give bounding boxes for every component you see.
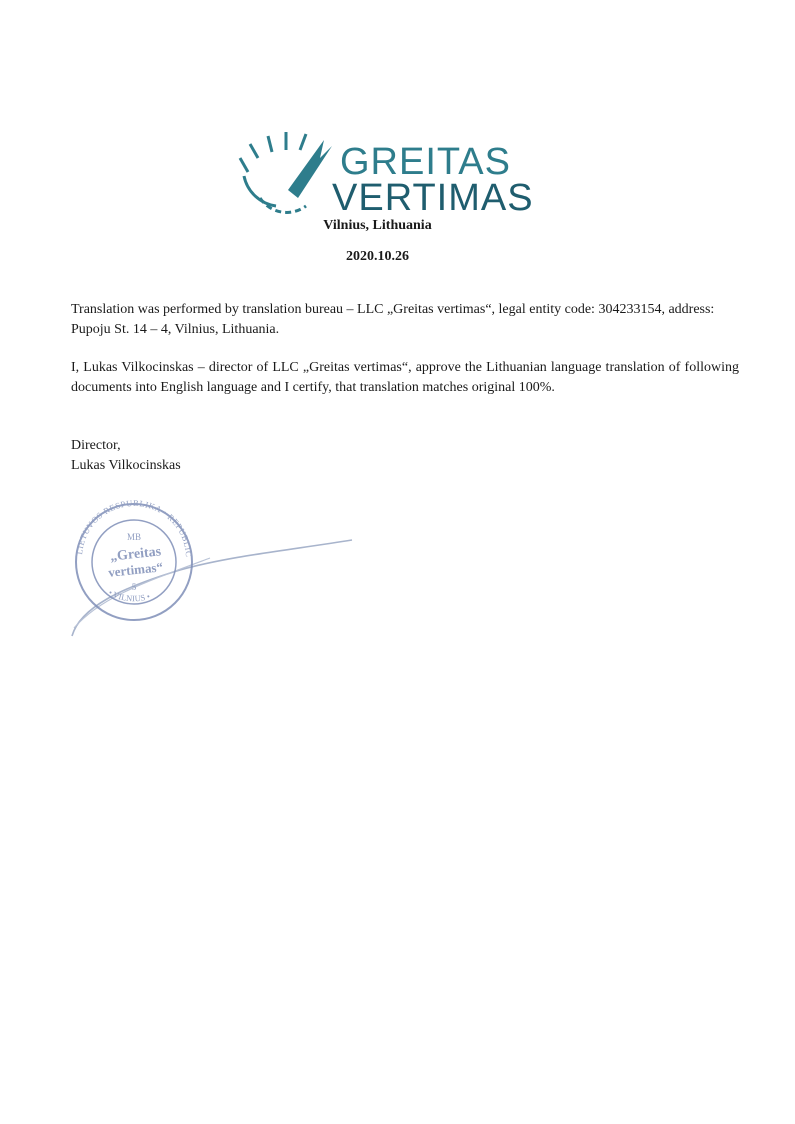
certification-statement: I, Lukas Vilkocinskas – director of LLC „Greitas vertimas“, approve the Lithuanian language translation of following documents into English language and I certify, that translation matches original 100%. [71,360,739,395]
signer-name: Lukas Vilkocinskas [71,458,181,473]
stamp-name-line2: vertimas“ [107,559,164,580]
official-stamp [60,488,360,648]
stamp-ring-top: LIETUVOS RESPUBLIKA • REPUBLIC [74,497,195,558]
stamp-center-bottom: 5 [131,582,137,592]
city-heading: Vilnius, Lithuania [323,218,432,233]
bureau-statement: Translation was performed by translation bureau – LLC „Greitas vertimas“, legal entity code: 304233154, address: Pupoju St. 14 – 4, Vilnius, Lithuania. [71,302,715,337]
logo-line2: VERTIMAS [332,177,534,219]
stamp-seal-icon [60,488,360,648]
logo-swoosh [288,140,332,198]
signer-title: Director, [71,438,121,453]
stamp-ring-bottom: • VILNIUS • [106,587,152,604]
stamp-center-top: MB [126,532,142,542]
company-logo [236,128,548,220]
logo-line1: GREITAS [340,141,511,183]
signature-block [71,436,181,476]
logo-graphic [236,128,548,220]
stamp-name-line1: „Greitas [109,544,162,565]
document-date: 2020.10.26 [346,249,409,264]
